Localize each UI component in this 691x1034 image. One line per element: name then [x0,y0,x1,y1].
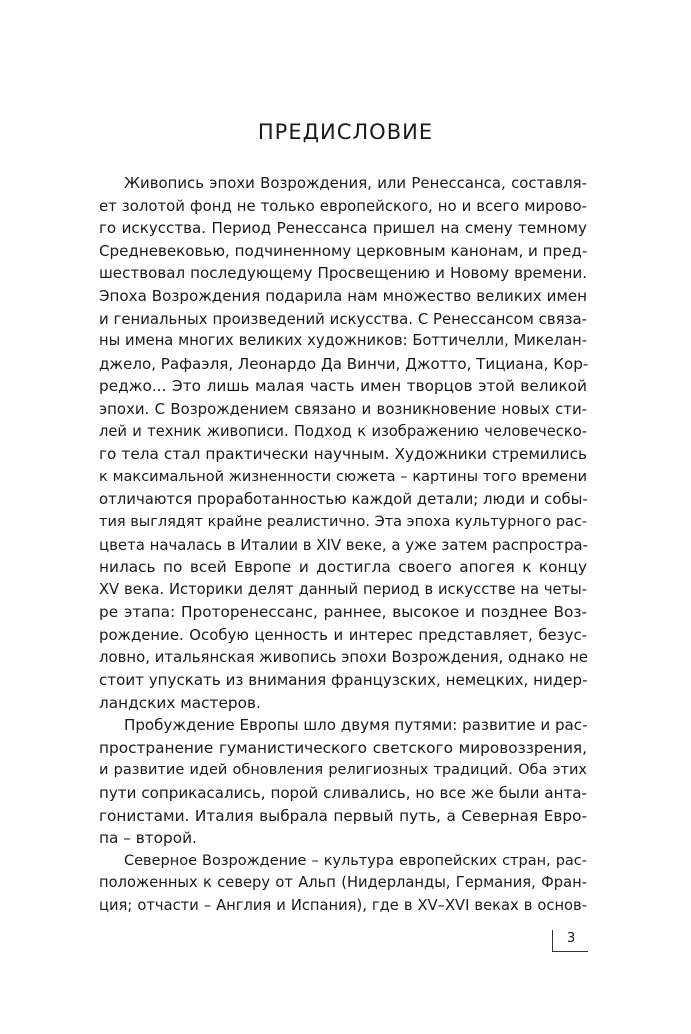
paragraph [99,714,587,850]
text-line: джело, Рафаэля, Леонардо Да Винчи, Джотто, Тициана, Кор- [99,354,589,373]
text-line: Пробуждение Европы шло двумя путями: развитие и рас- [124,716,588,735]
text-line: ре этапа: Проторенессанс, раннее, высокое и позднее Воз- [99,603,587,622]
text-line: отличаются проработанностью каждой детали; люди и собы- [99,490,588,509]
text-line: пути соприкасались, порой сливались, но все же были анта- [99,784,587,803]
text-line: эпохи. С Возрождением связано и возникновение новых сти- [99,399,587,418]
page-title: ПРЕДИСЛОВИЕ [257,120,434,144]
text-line: го искусства. Период Ренессанса пришел на смену темному [99,219,587,238]
text-line: шествовал последующему Просвещению и Новому времени. [99,264,587,283]
text-line: к максимальной жизненности сюжета – картины того времени [99,468,587,485]
text-line: ны имена многих великих художников: Боттичелли, Микелан- [99,332,587,350]
text-line: стоит упускать из внимания французских, немецких, нидер- [99,671,588,690]
paragraph [99,172,587,714]
page-number-box [552,930,588,952]
text-line: реджо... Это лишь малая часть имен творцов этой великой [99,377,587,396]
text-line: XV века. Историки делят данный период в искусстве на четы- [99,580,587,598]
text-line: ландских мастеров. [99,693,261,712]
text-line: Эпоха Возрождения подарила нам множество великих имен [99,286,587,305]
text-line: ция; отчасти – Англия и Испания), где в XV–XVI веках в основ- [99,897,587,914]
paragraph [99,850,587,918]
text-line: гонистами. Италия выбрала первый путь, а Северная Евро- [99,806,587,825]
text-line: цвета началась в Италии в XIV веке, а уже затем распростра- [99,535,589,554]
text-line: ловно, итальянская живопись эпохи Возрождения, однако не [99,648,589,667]
text-line: положенных к северу от Альп (Нидерланды, Германия, Фран- [99,874,587,892]
text-line: ет золотой фонд не только европейского, но и всего мирово- [99,196,587,215]
text-line: Живопись эпохи Возрождения, или Ренессанса, составля- [124,174,587,192]
text-line: го тела стал практически научным. Художники стремились [99,445,587,464]
text-line: па – второй. [99,829,197,848]
text-line: тия выглядят крайне реалистично. Эта эпоха культурного рас- [99,513,588,530]
text-line: нилась по всей Европе и достигла своего апогея к концу [99,558,587,577]
text-line: Средневековью, подчиненному церковным канонам, и пред- [99,241,588,260]
text-line: лей и техник живописи. Подход к изображению человеческо- [99,422,587,440]
text-line: пространение гуманистического светского мировоззрения, [99,738,587,757]
text-line: и гениальных произведений искусства. С Ренессансом связа- [99,309,587,328]
text-line: рождение. Особую ценность и интерес представляет, безус- [99,625,587,644]
page-number: 3 [567,931,576,946]
text-line: Северное Возрождение – культура европейских стран, рас- [124,852,587,869]
text-line: и развитие идей обновления религиозных традиций. Оба этих [99,762,587,779]
body-text [99,172,587,918]
